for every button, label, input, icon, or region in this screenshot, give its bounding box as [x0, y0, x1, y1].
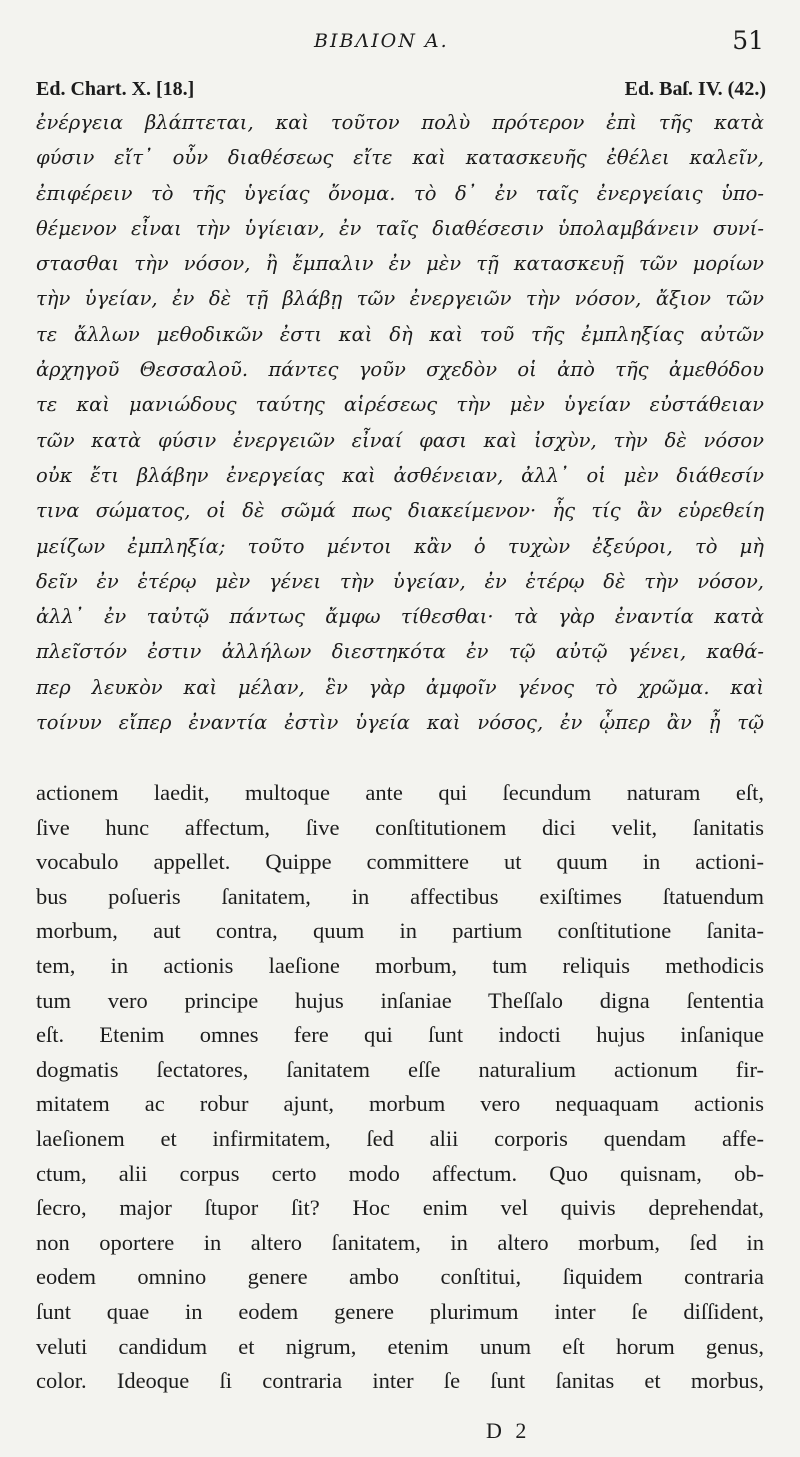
greek-line: περ λευκὸν καὶ μέλαν, ἓν γὰρ ἀμφοῖν γένος τὸ χρῶμα. καὶ [36, 675, 764, 699]
latin-line: non oportere in altero ſanitatem, in altero morbum, ſed in [36, 1229, 764, 1255]
latin-line: mitatem ac robur ajunt, morbum vero nequaquam actionis [36, 1091, 764, 1117]
latin-line: ctum, alii corpus certo modo affectum. Quo quisnam, ob- [36, 1160, 764, 1186]
greek-line: τοίνυν εἴπερ ἐναντία ἐστὶν ὑγεία καὶ νόσος, ἐν ᾧπερ ἂν ᾖ τῷ [36, 711, 764, 735]
edition-chartier-reference: Ed. Chart. X. [18.] [36, 78, 195, 100]
greek-line: πλεῖστόν ἐστιν ἀλλήλων διεστηκότα ἐν τῷ αὐτῷ γένει, καθά- [36, 640, 764, 664]
latin-line: ſive hunc affectum, ſive conſtitutionem dici velit, ſanitatis [36, 814, 764, 840]
greek-line: ἀλλ᾽ ἐν ταὐτῷ πάντως ἄμφω τίθεσθαι· τὰ γὰρ ἐναντία κατὰ [36, 605, 764, 629]
greek-line: οὐκ ἔτι βλάβην ἐνεργείας καὶ ἀσθένειαν, ἀλλ᾽ οἱ μὲν διάθεσίν [36, 463, 764, 487]
greek-line: τῶν κατὰ φύσιν ἐνεργειῶν εἶναί φασι καὶ ἰσχὺν, τὴν δὲ νόσον [36, 428, 764, 452]
greek-line: τὴν ὑγείαν, ἐν δὲ τῇ βλάβῃ τῶν ἐνεργειῶν τὴν νόσον, ἄξιον τῶν [36, 287, 764, 311]
latin-text-block [36, 776, 764, 1399]
latin-line: eſt. Etenim omnes fere qui ſunt indocti hujus inſanique [36, 1022, 764, 1048]
greek-line: δεῖν ἐν ἑτέρῳ μὲν γένει τὴν ὑγείαν, ἐν ἑτέρῳ δὲ τὴν νόσον, [36, 569, 764, 593]
edition-reference-line [36, 78, 766, 106]
page-number: 51 [732, 26, 764, 55]
greek-line: ἀρχηγοῦ Θεσσαλοῦ. πάντες γοῦν σχεδὸν οἱ ἀπὸ τῆς ἀμεθόδου [36, 358, 764, 382]
greek-line: ἐνέργεια βλάπτεται, καὶ τοῦτον πολὺ πρότερον ἐπὶ τῆς κατὰ [36, 111, 764, 134]
edition-basel-reference: Ed. Baſ. IV. (42.) [624, 78, 766, 100]
latin-line: laeſionem et infirmitatem, ſed alii corporis quendam affe- [36, 1125, 764, 1151]
latin-line: eodem omnino genere ambo conſtitui, ſiquidem contraria [36, 1264, 764, 1290]
greek-line: μείζων ἐμπληξία; τοῦτο μέντοι κἂν ὁ τυχὼν ἐξεύροι, τὸ μὴ [36, 534, 764, 558]
latin-line: dogmatis ſectatores, ſanitatem eſſe naturalium actionum fir- [36, 1056, 764, 1082]
latin-line: color. Ideoque ſi contraria inter ſe ſunt ſanitas et morbus, [36, 1368, 764, 1394]
greek-line: τε ἄλλων μεθοδικῶν ἐστι καὶ δὴ καὶ τοῦ τῆς ἐμπληξίας αὐτῶν [36, 322, 764, 346]
greek-line: τινα σώματος, οἱ δὲ σῶμά πως διακείμενον· ἧς τίς ἂν εὑρεθείη [36, 499, 764, 523]
greek-line: ἐπιφέρειν τὸ τῆς ὑγείας ὄνομα. τὸ δ᾽ ἐν ταῖς ἐνεργείαις ὑπο- [36, 181, 764, 205]
greek-text-block [36, 105, 764, 740]
greek-line: τε καὶ μανιώδους ταύτης αἱρέσεως τὴν μὲν ὑγείαν εὐστάθειαν [36, 393, 764, 417]
latin-line: veluti candidum et nigrum, etenim unum eſt horum genus, [36, 1333, 764, 1359]
running-head [0, 26, 800, 60]
greek-line: στασθαι τὴν νόσον, ἢ ἔμπαλιν ἐν μὲν τῇ κατασκευῇ τῶν μορίων [36, 252, 764, 276]
latin-line: morbum, aut contra, quum in partium conſtitutione ſanita- [36, 918, 764, 944]
latin-line: tem, in actionis laeſione morbum, tum reliquis methodicis [36, 952, 764, 978]
latin-line: bus poſueris ſanitatem, in affectibus exiſtimes ſtatuendum [36, 883, 764, 909]
latin-line: actionem laedit, multoque ante qui ſecundum naturam eſt, [36, 780, 764, 805]
running-title: BIBΛIOΝ Α. [314, 30, 449, 52]
greek-line: θέμενον εἶναι τὴν ὑγίειαν, ἐν ταῖς διαθέσεσιν ὑπολαμβάνειν συνί- [36, 216, 764, 240]
greek-line: φύσιν εἴτ᾽ οὖν διαθέσεως εἴτε καὶ κατασκευῆς ἐθέλει καλεῖν, [36, 146, 764, 170]
latin-line: ſecro, major ſtupor ſit? Hoc enim vel quivis deprehendat, [36, 1195, 764, 1221]
latin-line: vocabulo appellet. Quippe committere ut quum in actioni- [36, 849, 764, 875]
latin-line: ſunt quae in eodem genere plurimum inter ſe diſſident, [36, 1298, 764, 1324]
latin-line: tum vero principe hujus inſaniae Theſſalo digna ſententia [36, 987, 764, 1013]
signature-mark: D 2 [486, 1418, 531, 1443]
